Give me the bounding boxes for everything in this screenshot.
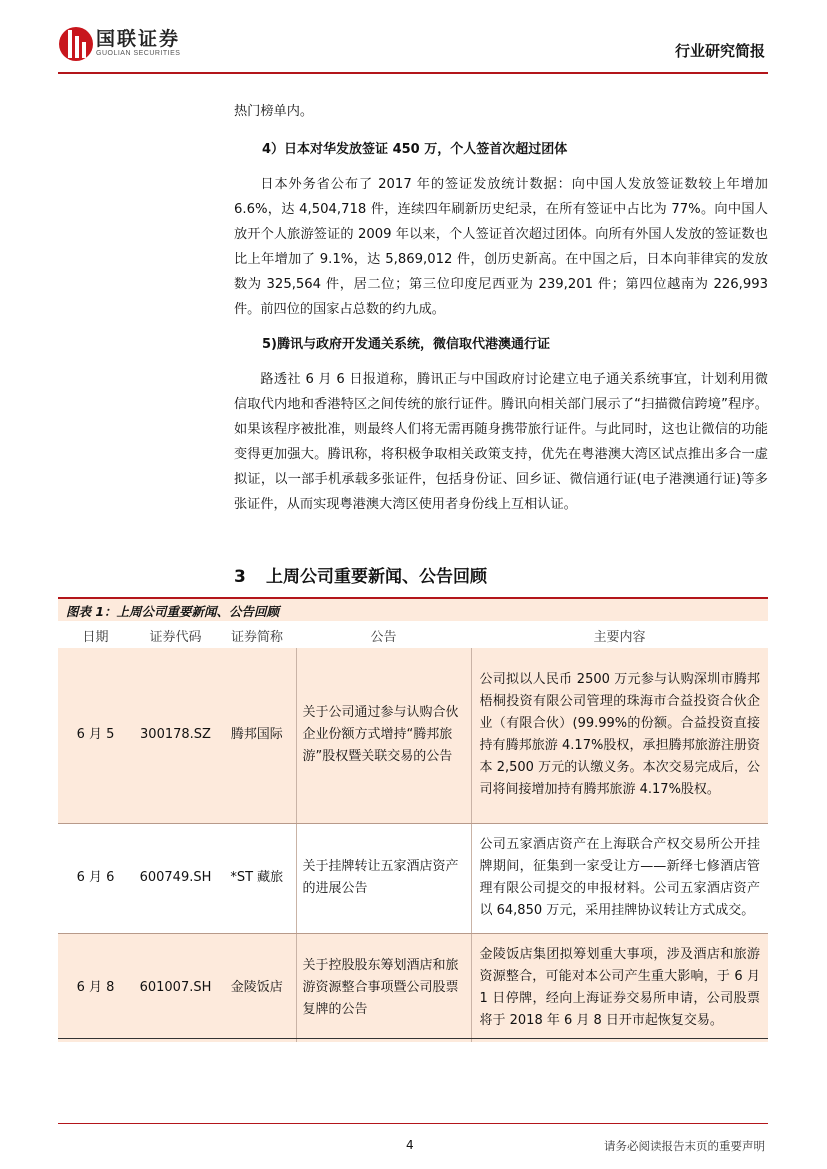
figure-title-bar (58, 597, 768, 621)
cell-announcement: 关于挂牌转让五家酒店资产的进展公告 (296, 823, 471, 933)
cell-content: 金陵饭店集团拟筹划重大事项，涉及酒店和旅游资源整合，可能对本公司产生重大影响，于 6 月 1 日停牌，经向上海证券交易所申请，公司股票将于 2018 年 6 月 8 日开市起恢复交易。 (471, 933, 768, 1042)
col-header-name: 证券简称 (230, 629, 283, 645)
col-header-content: 主要内容 (593, 629, 646, 645)
footer-disclaimer: 请务必阅读报告末页的重要声明 (604, 1139, 765, 1153)
subsection-4-title: 4）日本对华发放签证 450 万，个人签首次超过团体 (262, 142, 568, 157)
cell-name: 腾邦国际 (218, 648, 296, 823)
col-header-code: 证券代码 (149, 629, 202, 645)
section-number: 3 (234, 567, 246, 587)
cell-announcement: 关于公司通过参与认购合伙企业份额方式增持“腾邦旅游”股权暨关联交易的公告 (296, 648, 471, 823)
col-header-announcement: 公告 (370, 629, 397, 645)
header-rule (58, 72, 768, 74)
page-number: 4 (406, 1138, 414, 1152)
cell-date: 6 月 5 (58, 648, 133, 823)
cell-code: 300178.SZ (133, 648, 218, 823)
cell-announcement: 关于控股股东筹划酒店和旅游资源整合事项暨公司股票复牌的公告 (296, 933, 471, 1042)
table-row (58, 648, 768, 823)
doc-type-label: 行业研究简报 (674, 42, 765, 60)
subsection-4-body: 日本外务省公布了 2017 年的签证发放统计数据：向中国人发放签证数较上年增加 6.6%，达 4,504,718 件，连续四年刷新历史纪录，在所有签证中占比为 77%。向中国人放开个人旅游签证的 2009 年以来，个人签证首次超过团体。向所有外国人发放的签证数也比上年增加了 9.1%，达 5,869,012 件，创历史新高。在中国之后，日本向菲律宾的发放数为 325,564 件，居二位；第三位印度尼西亚为 239,201 件；第四位越南为 226,993 件。前四位的国家占总数的约九成。 (234, 177, 768, 317)
logo-text: 国联证券 (96, 28, 181, 50)
company-news-table (58, 622, 768, 1042)
cell-code: 600749.SH (133, 823, 218, 933)
section-3-heading (234, 562, 487, 587)
figure-title: 图表 1：上周公司重要新闻、公告回顾 (66, 604, 280, 619)
cell-name: *ST 藏旅 (218, 823, 296, 933)
cell-date: 6 月 6 (58, 823, 133, 933)
table-row (58, 933, 768, 1042)
table-bottom-rule (58, 1038, 768, 1039)
cell-code: 601007.SH (133, 933, 218, 1042)
section-title: 上周公司重要新闻、公告回顾 (266, 567, 487, 587)
cell-name: 金陵饭店 (218, 933, 296, 1042)
intro-paragraph: 热门榜单内。 (234, 104, 314, 119)
logo-subtext: GUOLIAN SECURITIES (96, 50, 181, 57)
footer-rule (58, 1123, 768, 1124)
table-header-row (58, 622, 768, 648)
subsection-5-body: 路透社 6 月 6 日报道称，腾讯正与中国政府讨论建立电子通关系统事宜，计划利用微信取代内地和香港特区之间传统的旅行证件。腾讯向相关部门展示了“扫描微信跨境”程序。如果该程序被批准，则最终人们将无需再随身携带旅行证件。与此同时，这也让微信的功能变得更加强大。腾讯称，将积极争取相关政策支持，优先在粤港澳大湾区试点推出多合一虚拟证，以一部手机承载多张证件，包括身份证、回乡证、微信通行证(电子港澳通行证)等多张证件，从而实现粤港澳大湾区使用者身份线上互相认证。 (234, 372, 768, 512)
table-row (58, 823, 768, 933)
subsection-5-title: 5)腾讯与政府开发通关系统，微信取代港澳通行证 (262, 337, 550, 352)
cell-content: 公司拟以人民币 2500 万元参与认购深圳市腾邦梧桐投资有限公司管理的珠海市合益投资合伙企业（有限合伙）(99.99%的份额。合益投资直接持有腾邦旅游 4.17%股权，承担腾邦旅游注册资本 2,500 万元的认缴义务。本次交易完成后，公司将间接增加持有腾邦旅游 4.17%股权。 (471, 648, 768, 823)
col-header-date: 日期 (82, 629, 109, 645)
cell-content: 公司五家酒店资产在上海联合产权交易所公开挂牌期间，征集到一家受让方——新绎七修酒店管理有限公司提交的申报材料。公司五家酒店资产以 64,850 万元，采用挂牌协议转让方式成交。 (471, 823, 768, 933)
cell-date: 6 月 8 (58, 933, 133, 1042)
